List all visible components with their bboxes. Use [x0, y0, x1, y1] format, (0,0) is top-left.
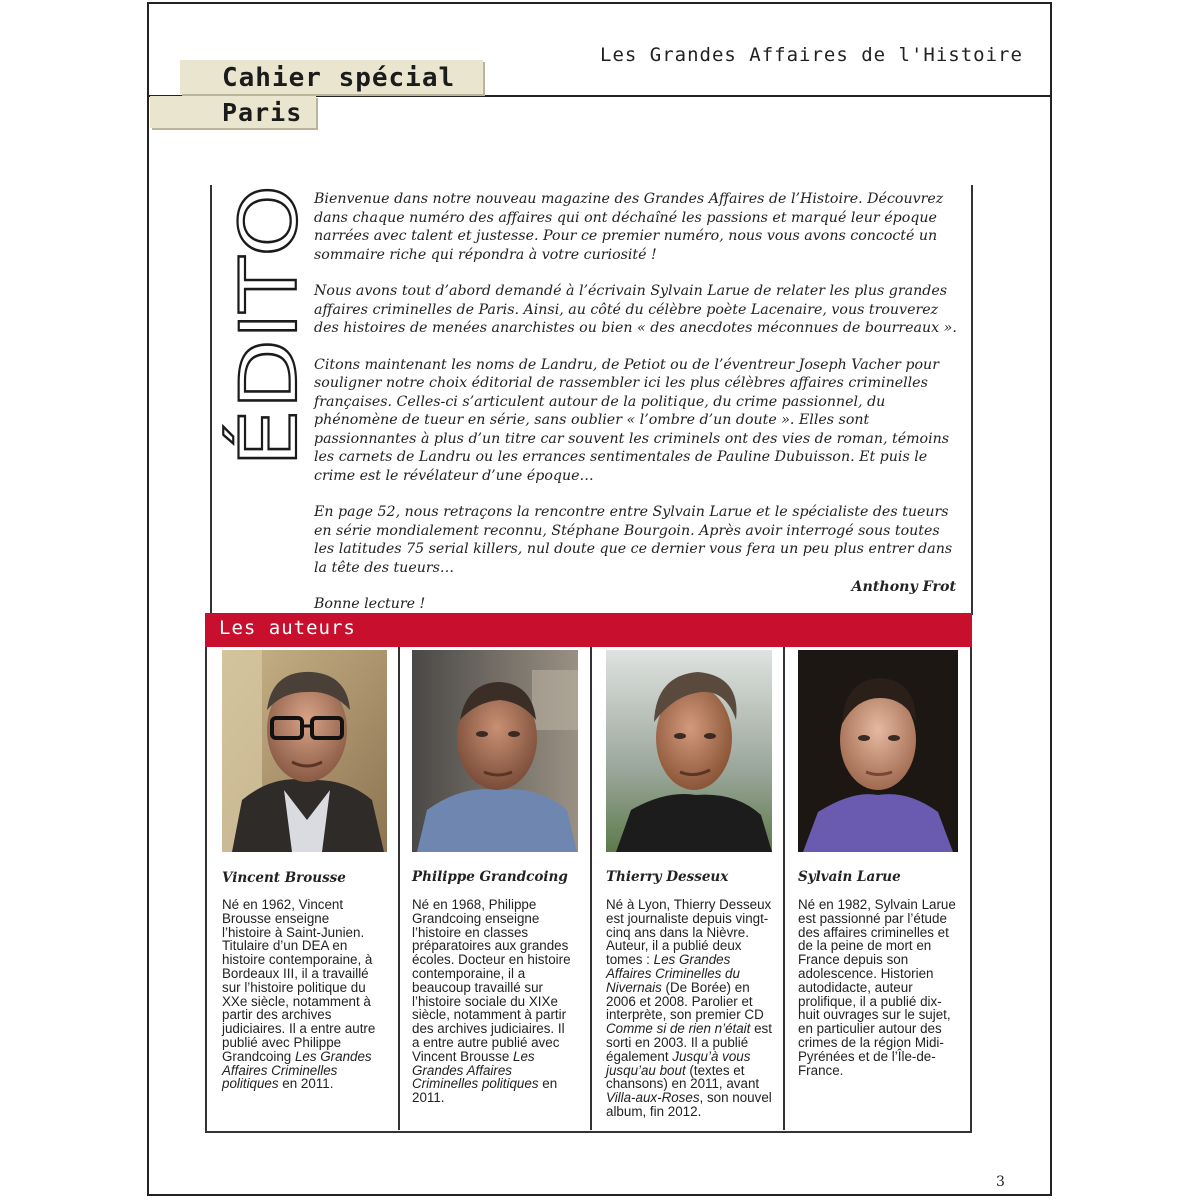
edito-paragraph: Citons maintenant les noms de Landru, de Petiot ou de l’éventreur Joseph Vacher pour souligner notre choix éditorial de rassembler ici les plus célèbres affaires criminelles françaises. Celles-ci s’articulent autour de la politique, du crime passionnel, du phénomène de tueur en série, sans oublier « l’ombre d’un doute ». Elles sont passionnantes à plus d’un titre car souvent les criminels ont des vies de roman, témoins les carnets de Landru ou les errances sentimentales de Pauline Dubuisson. Et puis le crime est le révélateur d’une époque…: [314, 356, 950, 484]
author-photo-brousse: [222, 650, 387, 852]
book-title: Les Grandes Affaires Criminelles politiques: [412, 1048, 539, 1092]
bio-text: en 2011.: [278, 1076, 334, 1092]
bio-text: (textes et chansons) en 2011, avant: [606, 1062, 760, 1092]
author-bio: [798, 898, 956, 1077]
author-photo-larue: [798, 650, 958, 852]
bio-text: est sorti en 2003. Il a publié également: [606, 1021, 772, 1064]
section-tag-paris: Paris: [150, 96, 316, 128]
book-title: Les Grandes Affaires Criminelles du Nivernais: [606, 952, 740, 995]
author-bio: [412, 898, 574, 1105]
auteurs-heading: Les auteurs: [219, 617, 356, 639]
section-tag-cahier: Cahier spécial: [180, 60, 483, 94]
edito-paragraph: En page 52, nous retraçons la rencontre entre Sylvain Larue et le spécialiste des tueurs en série mondialement reconnu, Stéphane Bourgoin. Après avoir interrogé sous toutes les latitudes 75 serial killers, nul doute que ce dernier vous fera un peu plus entrer dans la tête des tueurs…: [314, 504, 953, 576]
edito-paragraph: Bienvenue dans notre nouveau magazine des Grandes Affaires de l’Histoire. Découvrez dans chaque numéro des affaires qui ont déchaîné les passions et marqué leur époque narrées avec talent et justesse. Pour ce premier numéro, nous vous avons concocté un sommaire riche qui répondra à votre curiosité !: [314, 191, 944, 263]
edito-paragraph: Nous avons tout d’abord demandé à l’écrivain Sylvain Larue de relater les plus grandes affaires criminelles de Paris. Ainsi, au côté du célèbre poète Lacenaire, vous trouverez des histoires de menées anarchistes ou bien « des anecdotes méconnues de bourreaux ».: [314, 283, 957, 336]
author-name: Sylvain Larue: [798, 869, 901, 885]
author-photo-grandcoing: [412, 650, 578, 852]
bio-text: , son nouvel album, fin 2012.: [606, 1090, 772, 1119]
author-name: Vincent Brousse: [222, 870, 346, 886]
column-divider: [590, 647, 592, 1130]
author-name: Philippe Grandcoing: [412, 869, 568, 885]
bio-text: (De Borée) en 2006 et 2008. Parolier et interprète, son premier CD: [606, 979, 764, 1023]
bio-text: en 2011.: [412, 1076, 558, 1106]
magazine-title: Les Grandes Affaires de l'Histoire: [600, 44, 1023, 66]
edito-signature: Anthony Frot: [851, 579, 956, 595]
album-title: Jusqu’à vous jusqu’au bout: [606, 1048, 751, 1078]
author-name: Thierry Desseux: [606, 869, 729, 885]
album-title: Villa-aux-Roses: [606, 1090, 700, 1106]
bio-text: Né en 1982, Sylvain Larue est passionné par l’étude des affaires criminelles et de la peine de mort en France depuis son adolescence. Historien autodidacte, auteur prolifique, il a publié dix-huit ouvrages sur le sujet, en particulier autour des crimes de la région Midi-Pyrénées et de l’Île-de-France.: [798, 897, 956, 1078]
book-title: Les Grandes Affaires Criminelles politiques: [222, 1048, 372, 1092]
bio-text: Né à Lyon, Thierry Desseux est journaliste depuis vingt-cinq ans dans la Nièvre. Auteur, il a publié deux tomes :: [606, 897, 772, 968]
bio-text: Né en 1962, Vincent Brousse enseigne l’histoire à Saint-Junien. Titulaire d’un DEA en histoire contemporaine, à Bordeaux III, il a travaillé sur l’histoire politique du XXe siècle, notamment à partir des archives judiciaires. Il a entre autre publié avec Philippe Grandcoing: [222, 897, 376, 1064]
edito-closing: Bonne lecture !: [314, 596, 426, 612]
author-bio: [222, 898, 382, 1091]
edito-body: [314, 190, 960, 632]
edito-word: ÉDITO: [225, 225, 315, 467]
edito-vertical-title: [225, 182, 315, 472]
column-divider: [783, 647, 785, 1130]
album-title: Comme si de rien n’était: [606, 1021, 751, 1037]
column-divider: [398, 647, 400, 1130]
bio-text: Né en 1968, Philippe Grandcoing enseigne l’histoire en classes préparatoires aux grandes écoles. Docteur en histoire contemporaine, il a beaucoup travaillé sur l’histoire sociale du XIXe siècle, notamment à partir des archives judiciaires. Il a entre autre publié avec Vincent Brousse: [412, 897, 571, 1064]
page-number: 3: [996, 1174, 1005, 1190]
author-photo-desseux: [606, 650, 772, 852]
author-bio: [606, 898, 772, 1119]
